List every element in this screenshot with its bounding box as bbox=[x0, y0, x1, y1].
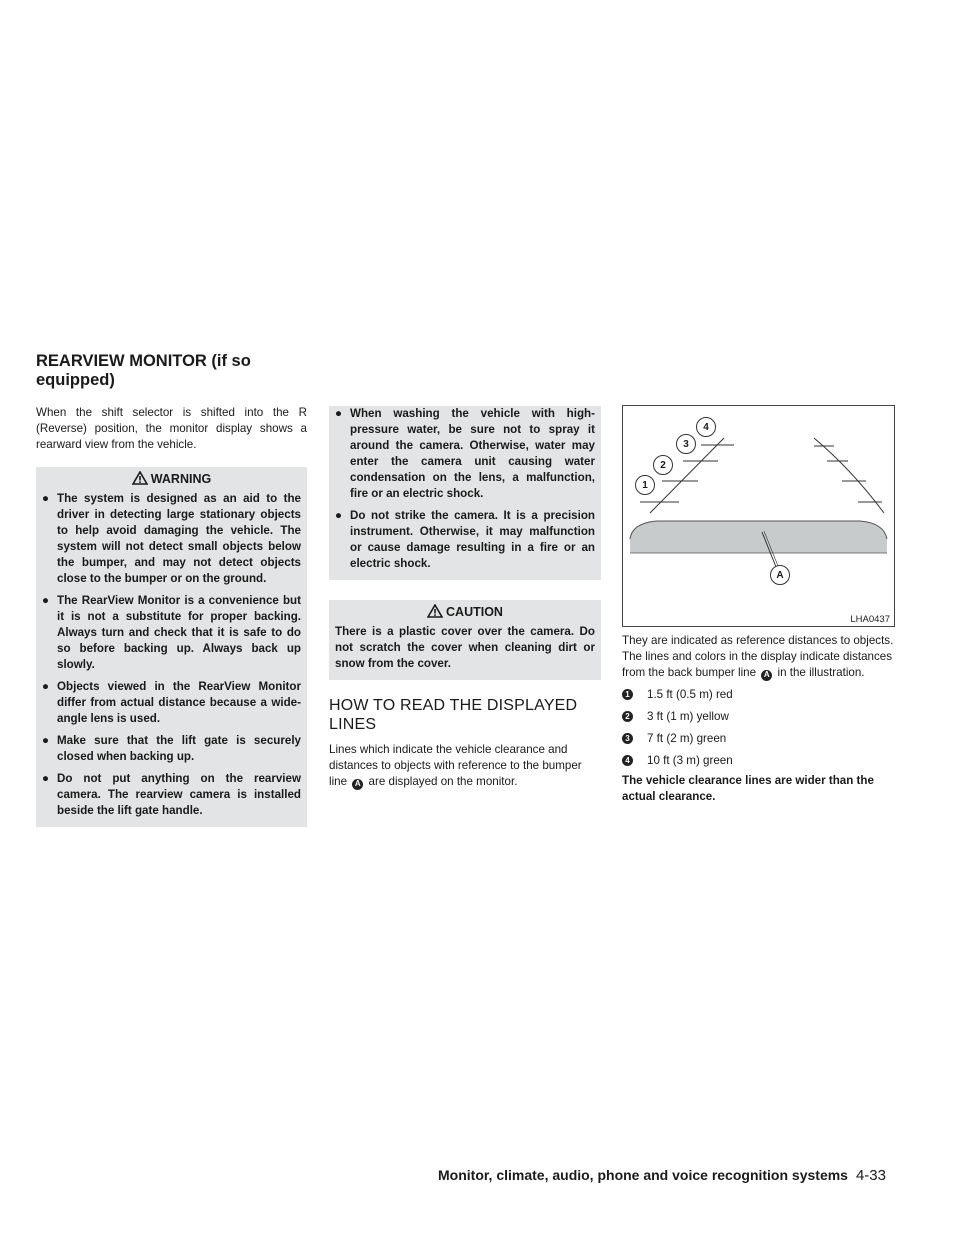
rearview-monitor-figure bbox=[622, 405, 895, 627]
distance-item bbox=[622, 687, 895, 703]
caution-triangle-icon bbox=[427, 604, 443, 618]
warning-item-text: Make sure that the lift gate is securely closed when backing up. bbox=[57, 734, 301, 763]
figure-label-1: 1 bbox=[635, 475, 655, 495]
figure-label-3: 3 bbox=[676, 434, 696, 454]
column-2 bbox=[329, 406, 601, 790]
warning-box-continued bbox=[329, 406, 601, 580]
caution-text: There is a plastic cover over the camera. Do not scratch the cover when cleaning dirt or snow from the cover. bbox=[335, 625, 595, 670]
warning-item: ● Do not strike the camera. It is a precision instrument. Otherwise, it may malfunction or cause damage resulting in a fire or an electric shock. bbox=[335, 509, 595, 570]
warning-item-text: Do not put anything on the rearview camera. The rearview camera is installed beside the lift gate handle. bbox=[57, 772, 301, 817]
number-3-icon: 3 bbox=[622, 733, 633, 744]
column-3 bbox=[622, 405, 895, 805]
warning-triangle-icon bbox=[132, 471, 148, 485]
reference-paragraph bbox=[622, 633, 895, 681]
warning-item-text: Do not strike the camera. It is a precision instrument. Otherwise, it may malfunction or cause damage resulting in a fire or an electric shock. bbox=[350, 509, 595, 570]
number-2-icon: 2 bbox=[622, 711, 633, 722]
warning-heading-text: WARNING bbox=[150, 472, 212, 486]
caution-heading-text: CAUTION bbox=[446, 605, 503, 619]
distance-text: 10 ft (3 m) green bbox=[647, 754, 733, 767]
figure-label-a: A bbox=[770, 565, 790, 585]
distance-text: 1.5 ft (0.5 m) red bbox=[647, 688, 733, 701]
intro-paragraph: When the shift selector is shifted into the R (Reverse) position, the monitor display shows a rearward view from the vehicle. bbox=[36, 406, 307, 451]
warning-item-text: The RearView Monitor is a convenience but it is not a substitute for proper backing. Always turn and check that it is safe to do so before backing up. Always back up slowly. bbox=[57, 594, 301, 671]
ref-text-after: in the illustration. bbox=[777, 666, 865, 679]
footer-chapter: Monitor, climate, audio, phone and voice recognition systems bbox=[438, 1167, 848, 1183]
distance-item bbox=[622, 753, 895, 769]
lines-text-after: are displayed on the monitor. bbox=[368, 775, 518, 788]
lines-paragraph bbox=[329, 742, 601, 790]
warning-item: ● Make sure that the lift gate is securely closed when backing up. bbox=[42, 734, 301, 763]
number-1-icon: 1 bbox=[622, 689, 633, 700]
warning-item: ● Do not put anything on the rearview camera. The rearview camera is installed beside the lift gate handle. bbox=[42, 772, 301, 817]
subheading: HOW TO READ THE DISPLAYED LINES bbox=[329, 697, 578, 733]
distance-item bbox=[622, 731, 895, 747]
section-title: REARVIEW MONITOR (if so equipped) bbox=[36, 352, 251, 389]
warning-item: ● The system is designed as an aid to the driver in detecting large stationary objects to help avoid damaging the vehicle. The system will not detect small objects below the bumper, and may not detect objects close to the bumper or on the ground. bbox=[42, 492, 301, 585]
warning-item: ● The RearView Monitor is a convenience but it is not a substitute for proper backing. Always turn and check that it is safe to do so before backing up. Always back up slowly. bbox=[42, 594, 301, 671]
distance-text: 7 ft (2 m) green bbox=[647, 732, 727, 745]
figure-label-2: 2 bbox=[653, 455, 673, 475]
page-number: 4-33 bbox=[855, 1167, 886, 1184]
caution-heading bbox=[329, 600, 601, 624]
figure-label-4: 4 bbox=[696, 417, 716, 437]
marker-a-icon: A bbox=[761, 670, 772, 681]
figure-code: LHA0437 bbox=[850, 614, 890, 625]
clearance-note: The vehicle clearance lines are wider than the actual clearance. bbox=[622, 774, 874, 803]
warning-heading bbox=[36, 467, 307, 491]
warning-item-text: The system is designed as an aid to the driver in detecting large stationary objects to help avoid damaging the vehicle. The system will not detect small objects below the bumper, and may not detect objects close to the bumper or on the ground. bbox=[57, 492, 301, 585]
lines-text-before: Lines which indicate the vehicle clearance and distances to objects with reference to the bumper line bbox=[329, 743, 582, 788]
warning-item-text: Objects viewed in the RearView Monitor differ from actual distance because a wide-angle lens is used. bbox=[57, 680, 301, 725]
monitor-illustration bbox=[622, 405, 895, 627]
marker-a-icon: A bbox=[352, 779, 363, 790]
warning-box bbox=[36, 491, 307, 827]
page-footer bbox=[438, 1167, 886, 1184]
ref-text-before: They are indicated as reference distances to objects. The lines and colors in the display indicate distances from the back bumper line bbox=[622, 634, 894, 679]
distance-text: 3 ft (1 m) yellow bbox=[647, 710, 729, 723]
warning-item: ● When washing the vehicle with high-pressure water, be sure not to spray it around the camera. Otherwise, water may enter the camera unit causing water condensation on the lens, a malfunction, fire or an electric shock. bbox=[335, 407, 595, 500]
distance-item bbox=[622, 709, 895, 725]
column-1 bbox=[36, 405, 307, 827]
number-4-icon: 4 bbox=[622, 755, 633, 766]
caution-box bbox=[329, 624, 601, 680]
warning-item-text: When washing the vehicle with high-pressure water, be sure not to spray it around the camera. Otherwise, water may enter the camera unit causing water condensation on the lens, a malfunction, fire or an electric shock. bbox=[350, 407, 595, 500]
warning-item: ● Objects viewed in the RearView Monitor differ from actual distance because a wide-angle lens is used. bbox=[42, 680, 301, 725]
